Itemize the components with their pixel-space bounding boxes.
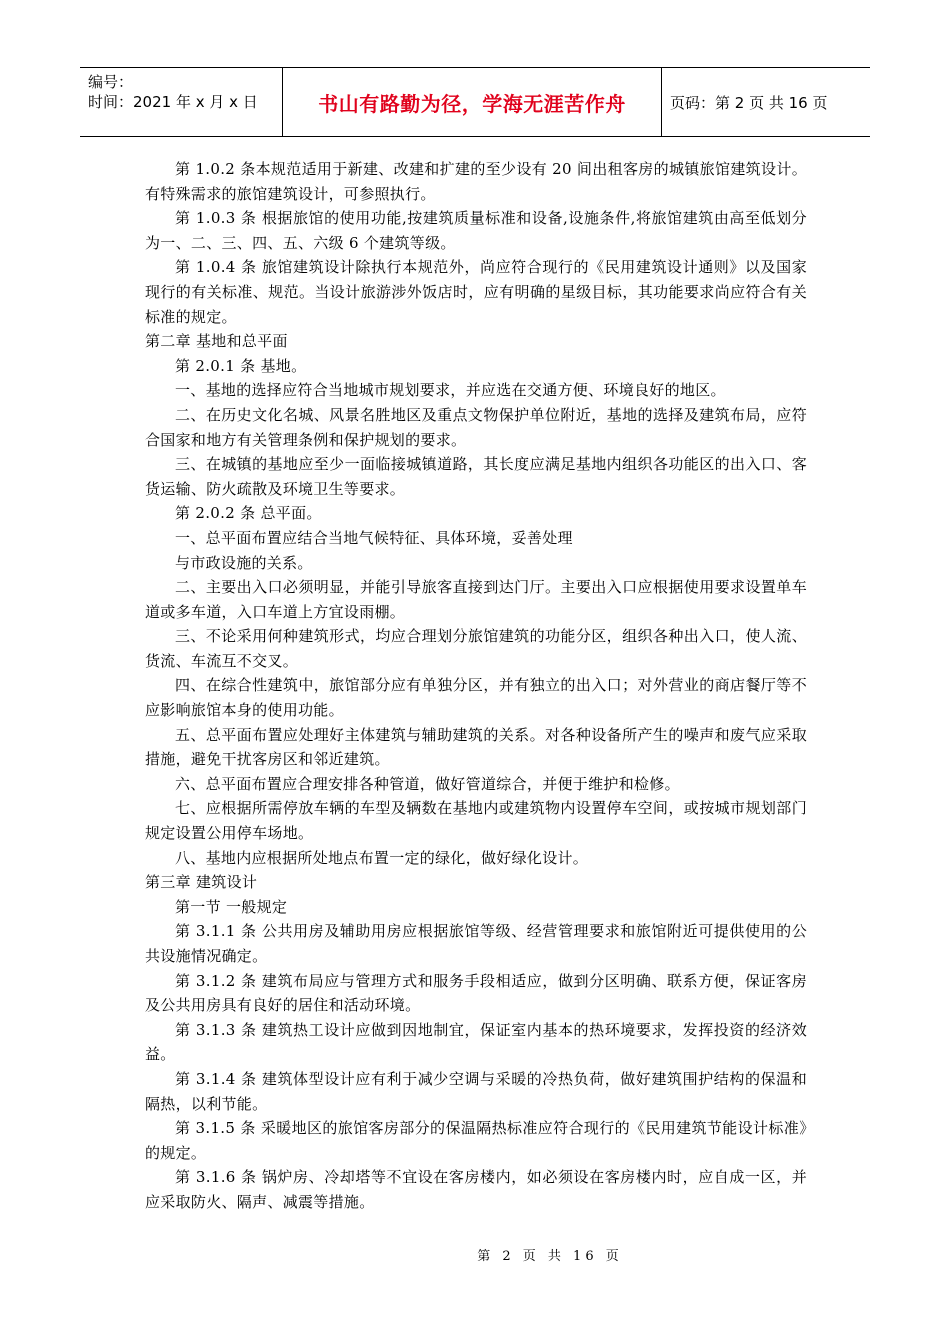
page-footer: 第 2 页 共 16 页 — [477, 1249, 623, 1264]
chapter-heading: 第二章 基地和总平面 — [145, 332, 288, 351]
document-date-label: 时间：2021 年 x 月 x 日 — [88, 93, 258, 111]
body-paragraph: 六、总平面布置应合理安排各种管道，做好管道综合，并便于维护和检修。 — [175, 774, 680, 793]
document-number-label: 编号： — [88, 73, 134, 91]
body-paragraph: 第 3.1.5 条 采暖地区的旅馆客房部分的保温隔热标准应符合现行的《民用建筑节能设计标准》的规定。 — [145, 1119, 807, 1162]
body-paragraph: 三、在城镇的基地应至少一面临接城镇道路，其长度应满足基地内组织各功能区的出入口、客货运输、防火疏散及环境卫生等要求。 — [145, 455, 807, 498]
body-paragraph: 第 1.0.4 条 旅馆建筑设计除执行本规范外，尚应符合现行的《民用建筑设计通则》以及国家现行的有关标准、规范。当设计旅游涉外饭店时，应有明确的星级目标，其功能要求尚应符合有关标准的规定。 — [145, 258, 807, 326]
body-paragraph: 第 3.1.1 条 公共用房及辅助用房应根据旅馆等级、经营管理要求和旅馆附近可提供使用的公共设施情况确定。 — [145, 922, 807, 965]
body-paragraph: 第 2.0.1 条 基地。 — [175, 356, 307, 375]
body-paragraph: 五、总平面布置应处理好主体建筑与辅助建筑的关系。对各种设备所产生的噪声和废气应采取措施，避免干扰客房区和邻近建筑。 — [145, 725, 807, 769]
body-paragraph: 第 1.0.3 条 根据旅馆的使用功能,按建筑质量标准和设备,设施条件,将旅馆建筑由高至低划分为一、二、三、四、五、六级 6 个建筑等级。 — [145, 209, 807, 252]
header-info-cell — [80, 68, 283, 136]
header-motto-cell — [283, 68, 662, 136]
body-paragraph: 一、总平面布置应结合当地气候特征、具体环境，妥善处理 — [175, 528, 573, 547]
document-body — [145, 157, 807, 1215]
body-paragraph: 第 3.1.2 条 建筑布局应与管理方式和服务手段相适应，做到分区明确、联系方便，保证客房及公共用房具有良好的居住和活动环境。 — [145, 971, 807, 1015]
header-motto: 书山有路勤为径，学海无涯苦作舟 — [318, 91, 626, 116]
body-paragraph: 第 1.0.2 条本规范适用于新建、改建和扩建的至少设有 20 间出租客房的城镇旅馆建筑设计。有特殊需求的旅馆建筑设计，可参照执行。 — [145, 160, 807, 203]
body-paragraph: 与市政设施的关系。 — [175, 553, 313, 572]
body-paragraph: 第 2.0.2 条 总平面。 — [175, 504, 322, 523]
body-paragraph: 第 3.1.6 条 锅炉房、冷却塔等不宜设在客房楼内，如必须设在客房楼内时，应自成一区，并应采取防火、隔声、减震等措施。 — [145, 1168, 807, 1211]
chapter-heading: 第三章 建筑设计 — [145, 873, 258, 892]
body-paragraph: 三、不论采用何种建筑形式，均应合理划分旅馆建筑的功能分区，组织各种出入口，使人流、货流、车流互不交叉。 — [145, 627, 807, 670]
body-paragraph: 八、基地内应根据所处地点布置一定的绿化，做好绿化设计。 — [175, 848, 589, 867]
body-paragraph: 第 3.1.3 条 建筑热工设计应做到因地制宜，保证室内基本的热环境要求，发挥投资的经济效益。 — [145, 1020, 807, 1064]
header-page-number: 页码：第 2 页 共 16 页 — [670, 93, 828, 112]
document-header — [80, 67, 870, 137]
body-paragraph: 一、基地的选择应符合当地城市规划要求，并应选在交通方便、环境良好的地区。 — [175, 381, 726, 400]
body-paragraph: 二、在历史文化名城、风景名胜地区及重点文物保护单位附近，基地的选择及建筑布局，应符合国家和地方有关管理条例和保护规划的要求。 — [145, 405, 807, 449]
body-paragraph: 第 3.1.4 条 建筑体型设计应有利于减少空调与采暖的冷热负荷，做好建筑围护结构的保温和隔热，以利节能。 — [145, 1069, 807, 1113]
header-page-cell — [662, 68, 870, 136]
body-paragraph: 七、应根据所需停放车辆的车型及辆数在基地内或建筑物内设置停车空间，或按城市规划部门规定设置公用停车场地。 — [145, 799, 807, 843]
body-paragraph: 第一节 一般规定 — [175, 897, 288, 916]
body-paragraph: 二、主要出入口必须明显，并能引导旅客直接到达门厅。主要出入口应根据使用要求设置单车道或多车道，入口车道上方宜设雨棚。 — [145, 578, 807, 621]
body-paragraph: 四、在综合性建筑中，旅馆部分应有单独分区，并有独立的出入口；对外营业的商店餐厅等不应影响旅馆本身的使用功能。 — [145, 676, 807, 720]
